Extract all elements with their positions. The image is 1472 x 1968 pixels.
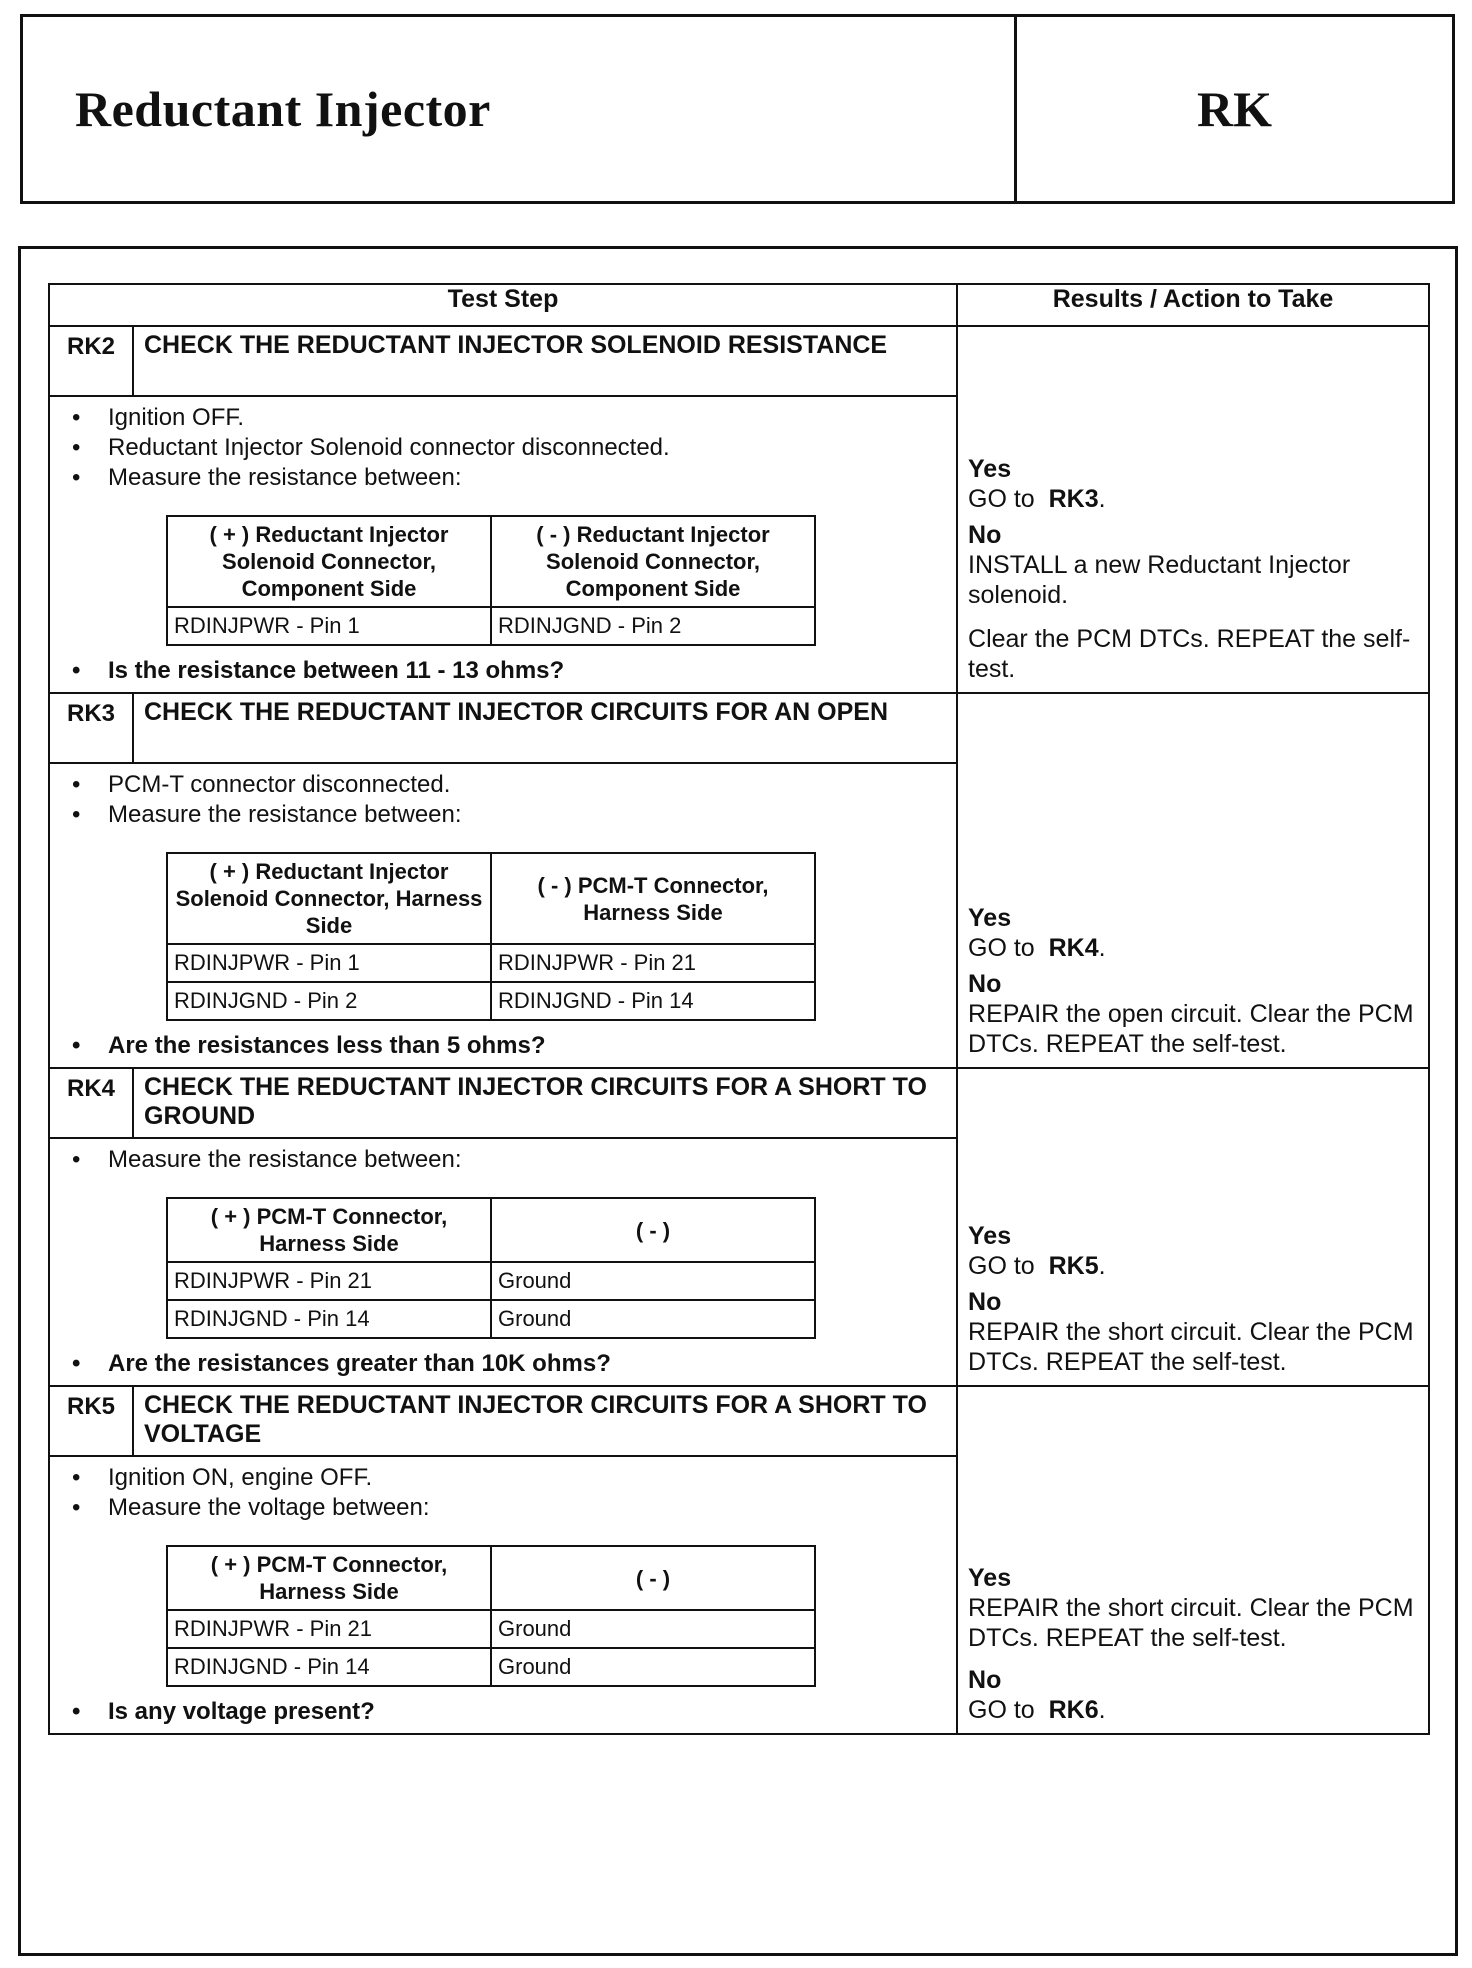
step-id: RK4 bbox=[49, 1068, 133, 1138]
result-yes-text: GO to RK3. bbox=[968, 485, 1106, 513]
measurement-table bbox=[166, 1545, 816, 1687]
step-body bbox=[49, 1456, 957, 1734]
measurement-cell: RDINJPWR - Pin 21 bbox=[491, 944, 815, 982]
measurement-header-positive: ( + ) PCM-T Connector, Harness Side bbox=[167, 1198, 491, 1262]
measurement-cell: RDINJGND - Pin 2 bbox=[167, 982, 491, 1020]
step-rk2-title-row bbox=[49, 326, 1429, 396]
measurement-cell: RDINJGND - Pin 14 bbox=[167, 1648, 491, 1686]
step-question: • Are the resistances greater than 10K ohms? bbox=[62, 1349, 938, 1379]
column-header-results: Results / Action to Take bbox=[957, 284, 1429, 326]
result-yes-label: Yes bbox=[968, 1564, 1012, 1592]
step-id: RK2 bbox=[49, 326, 133, 396]
list-item: • Measure the voltage between: bbox=[62, 1493, 938, 1523]
step-title: CHECK THE REDUCTANT INJECTOR CIRCUITS FOR A SHORT TO VOLTAGE bbox=[133, 1386, 957, 1456]
result-no-text: GO to RK6. bbox=[968, 1696, 1106, 1724]
measurement-table bbox=[166, 852, 816, 1021]
result-yes-text: GO to RK4. bbox=[968, 934, 1106, 962]
step-result bbox=[957, 693, 1429, 1068]
result-yes-ref: RK3 bbox=[1048, 485, 1099, 513]
list-item: • Measure the resistance between: bbox=[62, 800, 938, 830]
measurement-header-negative: ( - ) PCM-T Connector, Harness Side bbox=[491, 853, 815, 944]
result-yes-label: Yes bbox=[968, 1222, 1012, 1250]
result-yes-text: GO to RK5. bbox=[968, 1252, 1106, 1280]
table-row bbox=[167, 944, 815, 982]
test-step-table bbox=[48, 283, 1430, 1735]
step-body bbox=[49, 396, 957, 693]
step-id: RK3 bbox=[49, 693, 133, 763]
list-item: • Ignition OFF. bbox=[62, 403, 938, 433]
step-question: • Is any voltage present? bbox=[62, 1697, 938, 1727]
table-row bbox=[167, 607, 815, 645]
measurement-cell: RDINJGND - Pin 14 bbox=[491, 982, 815, 1020]
result-yes-ref: RK5 bbox=[1048, 1252, 1099, 1280]
step-title: CHECK THE REDUCTANT INJECTOR CIRCUITS FOR A SHORT TO GROUND bbox=[133, 1068, 957, 1138]
measurement-header-positive: ( + ) Reductant Injector Solenoid Connector, Component Side bbox=[167, 516, 491, 607]
table-row bbox=[167, 1300, 815, 1338]
table-row bbox=[167, 1610, 815, 1648]
table-row bbox=[167, 982, 815, 1020]
measurement-table bbox=[166, 515, 816, 646]
step-result bbox=[957, 326, 1429, 693]
step-rk5-title-row bbox=[49, 1386, 1429, 1456]
table-header-row bbox=[49, 284, 1429, 326]
result-yes-ref: RK4 bbox=[1048, 934, 1099, 962]
step-result bbox=[957, 1068, 1429, 1386]
measurement-cell: RDINJGND - Pin 2 bbox=[491, 607, 815, 645]
result-no-text: REPAIR the short circuit. Clear the PCM DTCs. REPEAT the self-test. bbox=[968, 1318, 1414, 1376]
result-yes-label: Yes bbox=[968, 904, 1012, 932]
table-row bbox=[167, 1648, 815, 1686]
list-item: • Reductant Injector Solenoid connector disconnected. bbox=[62, 433, 938, 463]
measurement-cell: RDINJPWR - Pin 21 bbox=[167, 1610, 491, 1648]
measurement-header-negative: ( - ) bbox=[491, 1198, 815, 1262]
result-yes-label: Yes bbox=[968, 455, 1012, 483]
measurement-header-positive: ( + ) PCM-T Connector, Harness Side bbox=[167, 1546, 491, 1610]
step-body bbox=[49, 1138, 957, 1386]
result-no-text: REPAIR the open circuit. Clear the PCM DTCs. REPEAT the self-test. bbox=[968, 1000, 1414, 1058]
section-code: RK bbox=[1014, 17, 1452, 201]
column-header-test-step: Test Step bbox=[49, 284, 957, 326]
list-item: • Ignition ON, engine OFF. bbox=[62, 1463, 938, 1493]
step-result bbox=[957, 1386, 1429, 1734]
step-body bbox=[49, 763, 957, 1068]
result-no-text: INSTALL a new Reductant Injector solenoid. bbox=[968, 551, 1351, 609]
step-rk4-title-row bbox=[49, 1068, 1429, 1138]
result-no-label: No bbox=[968, 1666, 1002, 1694]
measurement-cell: RDINJPWR - Pin 1 bbox=[167, 944, 491, 982]
list-item: • Measure the resistance between: bbox=[62, 463, 938, 493]
measurement-cell: RDINJPWR - Pin 21 bbox=[167, 1262, 491, 1300]
page-header bbox=[20, 14, 1455, 204]
result-no-text-2: Clear the PCM DTCs. REPEAT the self-test. bbox=[968, 625, 1411, 683]
result-no-label: No bbox=[968, 1288, 1002, 1316]
step-id: RK5 bbox=[49, 1386, 133, 1456]
measurement-cell: Ground bbox=[491, 1300, 815, 1338]
measurement-header-negative: ( - ) bbox=[491, 1546, 815, 1610]
step-question: • Are the resistances less than 5 ohms? bbox=[62, 1031, 938, 1061]
measurement-table bbox=[166, 1197, 816, 1339]
measurement-cell: Ground bbox=[491, 1610, 815, 1648]
step-title: CHECK THE REDUCTANT INJECTOR CIRCUITS FOR AN OPEN bbox=[133, 693, 957, 763]
step-title: CHECK THE REDUCTANT INJECTOR SOLENOID RESISTANCE bbox=[133, 326, 957, 396]
table-row bbox=[167, 1262, 815, 1300]
list-item: • Measure the resistance between: bbox=[62, 1145, 938, 1175]
measurement-header-positive: ( + ) Reductant Injector Solenoid Connector, Harness Side bbox=[167, 853, 491, 944]
measurement-header-negative: ( - ) Reductant Injector Solenoid Connector, Component Side bbox=[491, 516, 815, 607]
page-title: Reductant Injector bbox=[75, 81, 491, 137]
list-item: • PCM-T connector disconnected. bbox=[62, 770, 938, 800]
measurement-cell: Ground bbox=[491, 1262, 815, 1300]
measurement-cell: RDINJGND - Pin 14 bbox=[167, 1300, 491, 1338]
measurement-cell: RDINJPWR - Pin 1 bbox=[167, 607, 491, 645]
result-no-ref: RK6 bbox=[1048, 1696, 1099, 1724]
measurement-cell: Ground bbox=[491, 1648, 815, 1686]
result-no-label: No bbox=[968, 521, 1002, 549]
result-yes-text: REPAIR the short circuit. Clear the PCM DTCs. REPEAT the self-test. bbox=[968, 1594, 1414, 1652]
step-question: • Is the resistance between 11 - 13 ohms? bbox=[62, 656, 938, 686]
result-no-label: No bbox=[968, 970, 1002, 998]
step-rk3-title-row bbox=[49, 693, 1429, 763]
